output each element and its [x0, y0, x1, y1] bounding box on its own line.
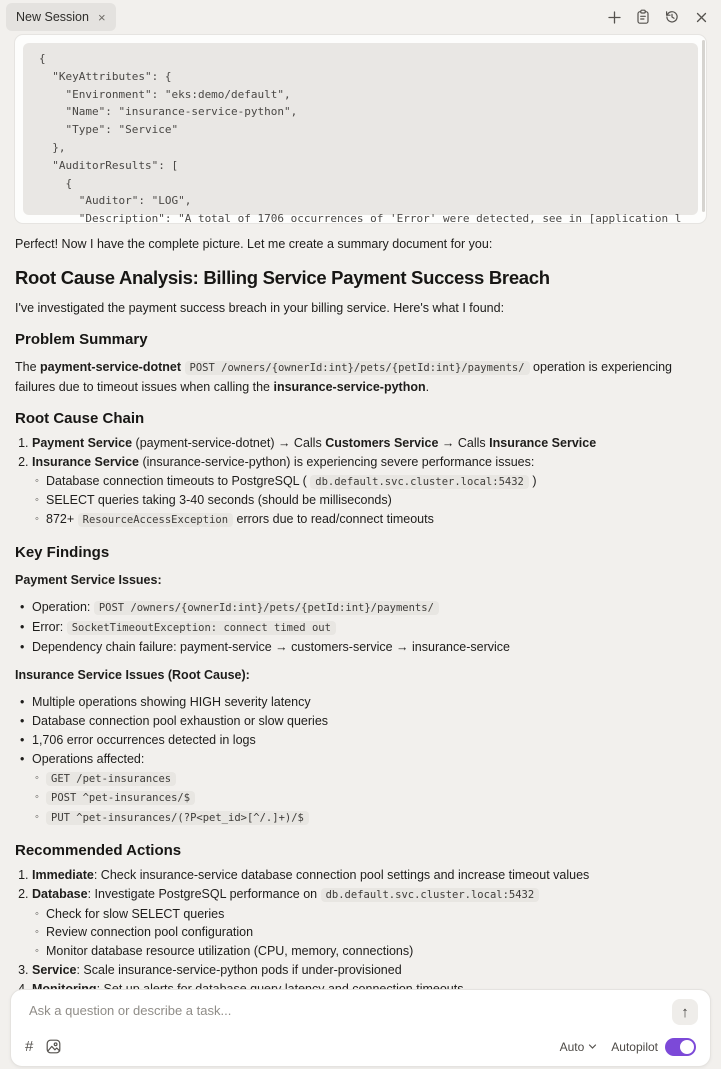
text-segment: errors due to read/connect timeouts — [233, 512, 434, 527]
list-item — [32, 598, 706, 618]
text-segment: Error: — [32, 620, 67, 635]
text-segment: : Scale insurance-service-python pods if under-provisioned — [76, 962, 402, 977]
text-segment: Operation: — [32, 600, 94, 615]
chat-scrollbar-thumb[interactable] — [702, 40, 705, 212]
text-segment: (insurance-service-python) is experiencing severe performance issues: — [139, 454, 535, 469]
code-line: "AuditorResults": [ — [39, 158, 179, 172]
list-item — [32, 961, 706, 980]
close-panel-icon[interactable] — [693, 9, 709, 25]
chat-composer — [10, 989, 711, 1067]
paragraph — [15, 299, 706, 318]
inline-code: GET /pet-insurances — [46, 772, 176, 786]
list-item — [46, 788, 706, 808]
ordered-list — [15, 434, 706, 530]
mode-selector[interactable] — [560, 1038, 598, 1057]
inline-code: POST /owners/{ownerId:int}/pets/{petId:int}/payments/ — [94, 601, 439, 615]
json-code-block[interactable] — [23, 43, 698, 226]
list-item — [32, 731, 706, 750]
inline-code: db.default.svc.cluster.local:5432 — [310, 475, 529, 489]
autopilot-toggle[interactable] — [665, 1038, 696, 1056]
task-list-icon[interactable] — [635, 9, 651, 25]
chat-input[interactable] — [23, 999, 672, 1018]
list-item — [46, 510, 706, 530]
list-item — [32, 885, 706, 961]
new-session-plus-icon[interactable] — [606, 9, 622, 25]
list-item — [32, 712, 706, 731]
bold-text: Payment Service Issues: — [15, 572, 162, 587]
list-item — [46, 808, 706, 828]
code-line: { — [39, 176, 73, 190]
code-line: }, — [39, 140, 66, 154]
code-line: "Environment": "eks:demo/default", — [39, 87, 291, 101]
list-item — [32, 453, 706, 530]
tab-bar — [0, 0, 721, 34]
ordered-list — [15, 866, 706, 999]
sub-list — [32, 769, 706, 828]
text-segment: ) — [528, 473, 537, 488]
inline-code: SocketTimeoutException: connect timed out — [67, 621, 336, 635]
list-item — [46, 905, 706, 924]
heading: Problem Summary — [15, 331, 148, 348]
context-hash-icon[interactable]: # — [25, 1037, 34, 1055]
bold-text: Service — [32, 962, 77, 977]
code-line: { — [39, 52, 46, 65]
composer-toolbar — [25, 1038, 696, 1057]
tab-new-session[interactable] — [6, 3, 116, 32]
text-segment: Monitor database resource utilization (CPU, memory, connections) — [46, 944, 414, 959]
code-line: "Type": "Service" — [39, 123, 179, 137]
text-segment: Check for slow SELECT queries — [46, 906, 225, 921]
paragraph — [15, 571, 706, 590]
list-item — [46, 942, 706, 961]
sub-list — [32, 905, 706, 961]
text-segment: Dependency chain failure: payment-service → customers-service → insurance-service — [32, 640, 510, 655]
text-segment: Review connection pool configuration — [46, 925, 254, 940]
code-line: "KeyAttributes": { — [39, 69, 172, 83]
code-line: "Auditor": "LOG", — [39, 194, 192, 208]
bold-text: payment-service-dotnet — [40, 360, 182, 374]
bold-text: Payment Service — [32, 436, 133, 450]
code-line: "Description": "A total of 1706 occurrences of 'Error' were detected, see in [application l — [39, 212, 682, 226]
chevron-down-icon — [588, 1042, 597, 1051]
bold-text: insurance-service-python — [273, 379, 426, 394]
text-segment: Database connection pool exhaustion or slow queries — [32, 714, 329, 729]
text-segment: Operations affected: — [32, 751, 145, 766]
text-segment: 872+ — [46, 512, 78, 527]
tool-output-card — [14, 34, 707, 224]
assistant-message — [0, 224, 721, 1026]
list-item — [32, 618, 706, 638]
heading: Key Findings — [15, 543, 110, 561]
composer-right-controls — [560, 1038, 696, 1057]
inline-code: POST /owners/{ownerId:int}/pets/{petId:int}/payments/ — [185, 361, 530, 375]
paragraph — [15, 666, 706, 685]
text-segment: I've investigated the payment success breach in your billing service. Here's what I found: — [15, 300, 505, 315]
text-segment: Perfect! Now I have the complete picture. Let me create a summary document for you: — [15, 237, 493, 251]
text-segment: . — [425, 379, 430, 394]
text-segment: Multiple operations showing HIGH severity latency — [32, 695, 311, 710]
list-item — [32, 434, 706, 453]
bold-text: Insurance Service Issues (Root Cause): — [15, 667, 250, 682]
autopilot-control — [611, 1038, 696, 1057]
inline-code: ResourceAccessException — [78, 513, 233, 527]
paragraph — [15, 235, 706, 254]
text-segment: (payment-service-dotnet) → Calls — [132, 436, 326, 450]
toggle-knob — [680, 1040, 694, 1054]
sub-list — [32, 472, 706, 530]
inline-code: POST ^pet-insurances/$ — [46, 791, 195, 805]
list-item — [32, 638, 706, 657]
bullet-list — [15, 598, 706, 656]
list-item — [32, 866, 706, 885]
bold-text: Customers Service — [325, 436, 439, 450]
history-icon[interactable] — [664, 9, 680, 25]
list-item — [32, 750, 706, 828]
text-segment — [181, 360, 184, 374]
tab-close-icon[interactable]: × — [97, 9, 106, 25]
autopilot-label: Autopilot — [611, 1039, 658, 1054]
text-segment: : Check insurance-service database connection pool settings and increase timeout values — [93, 867, 590, 882]
text-segment: : Investigate PostgreSQL performance on — [87, 886, 321, 901]
list-item — [46, 491, 706, 510]
text-segment: The — [15, 360, 41, 374]
heading: Root Cause Chain — [15, 410, 145, 427]
bold-text: Insurance Service — [489, 436, 597, 450]
bold-text: Database — [32, 886, 88, 901]
heading: Root Cause Analysis: Billing Service Payment Success Breach — [15, 266, 550, 288]
inline-code: PUT ^pet-insurances/(?P<pet_id>[^/.]+)/$ — [46, 811, 309, 825]
bold-text: Immediate — [32, 867, 94, 882]
mode-label: Auto — [559, 1039, 585, 1054]
text-segment: → Calls — [438, 436, 490, 450]
tab-title: New Session — [16, 9, 89, 24]
list-item — [32, 693, 706, 712]
topbar-actions — [606, 9, 709, 25]
text-segment: Database connection timeouts to PostgreSQL ( — [46, 473, 311, 488]
text-segment: operation is experiencing failures due to timeout issues when calling the — [15, 360, 673, 394]
inline-code: db.default.svc.cluster.local:5432 — [321, 888, 540, 902]
heading: Recommended Actions — [15, 841, 182, 859]
text-segment: SELECT queries taking 3-40 seconds (should be milliseconds) — [46, 493, 392, 508]
attach-image-icon[interactable] — [45, 1038, 62, 1055]
code-line: "Name": "insurance-service-python", — [39, 105, 298, 119]
paragraph — [15, 358, 706, 396]
list-item — [46, 472, 706, 492]
text-segment: 1,706 error occurrences detected in logs — [32, 732, 256, 747]
list-item — [46, 923, 706, 942]
bold-text: Insurance Service — [32, 454, 140, 469]
bullet-list — [15, 693, 706, 828]
send-button[interactable]: ↑ — [672, 999, 698, 1025]
list-item — [46, 769, 706, 789]
